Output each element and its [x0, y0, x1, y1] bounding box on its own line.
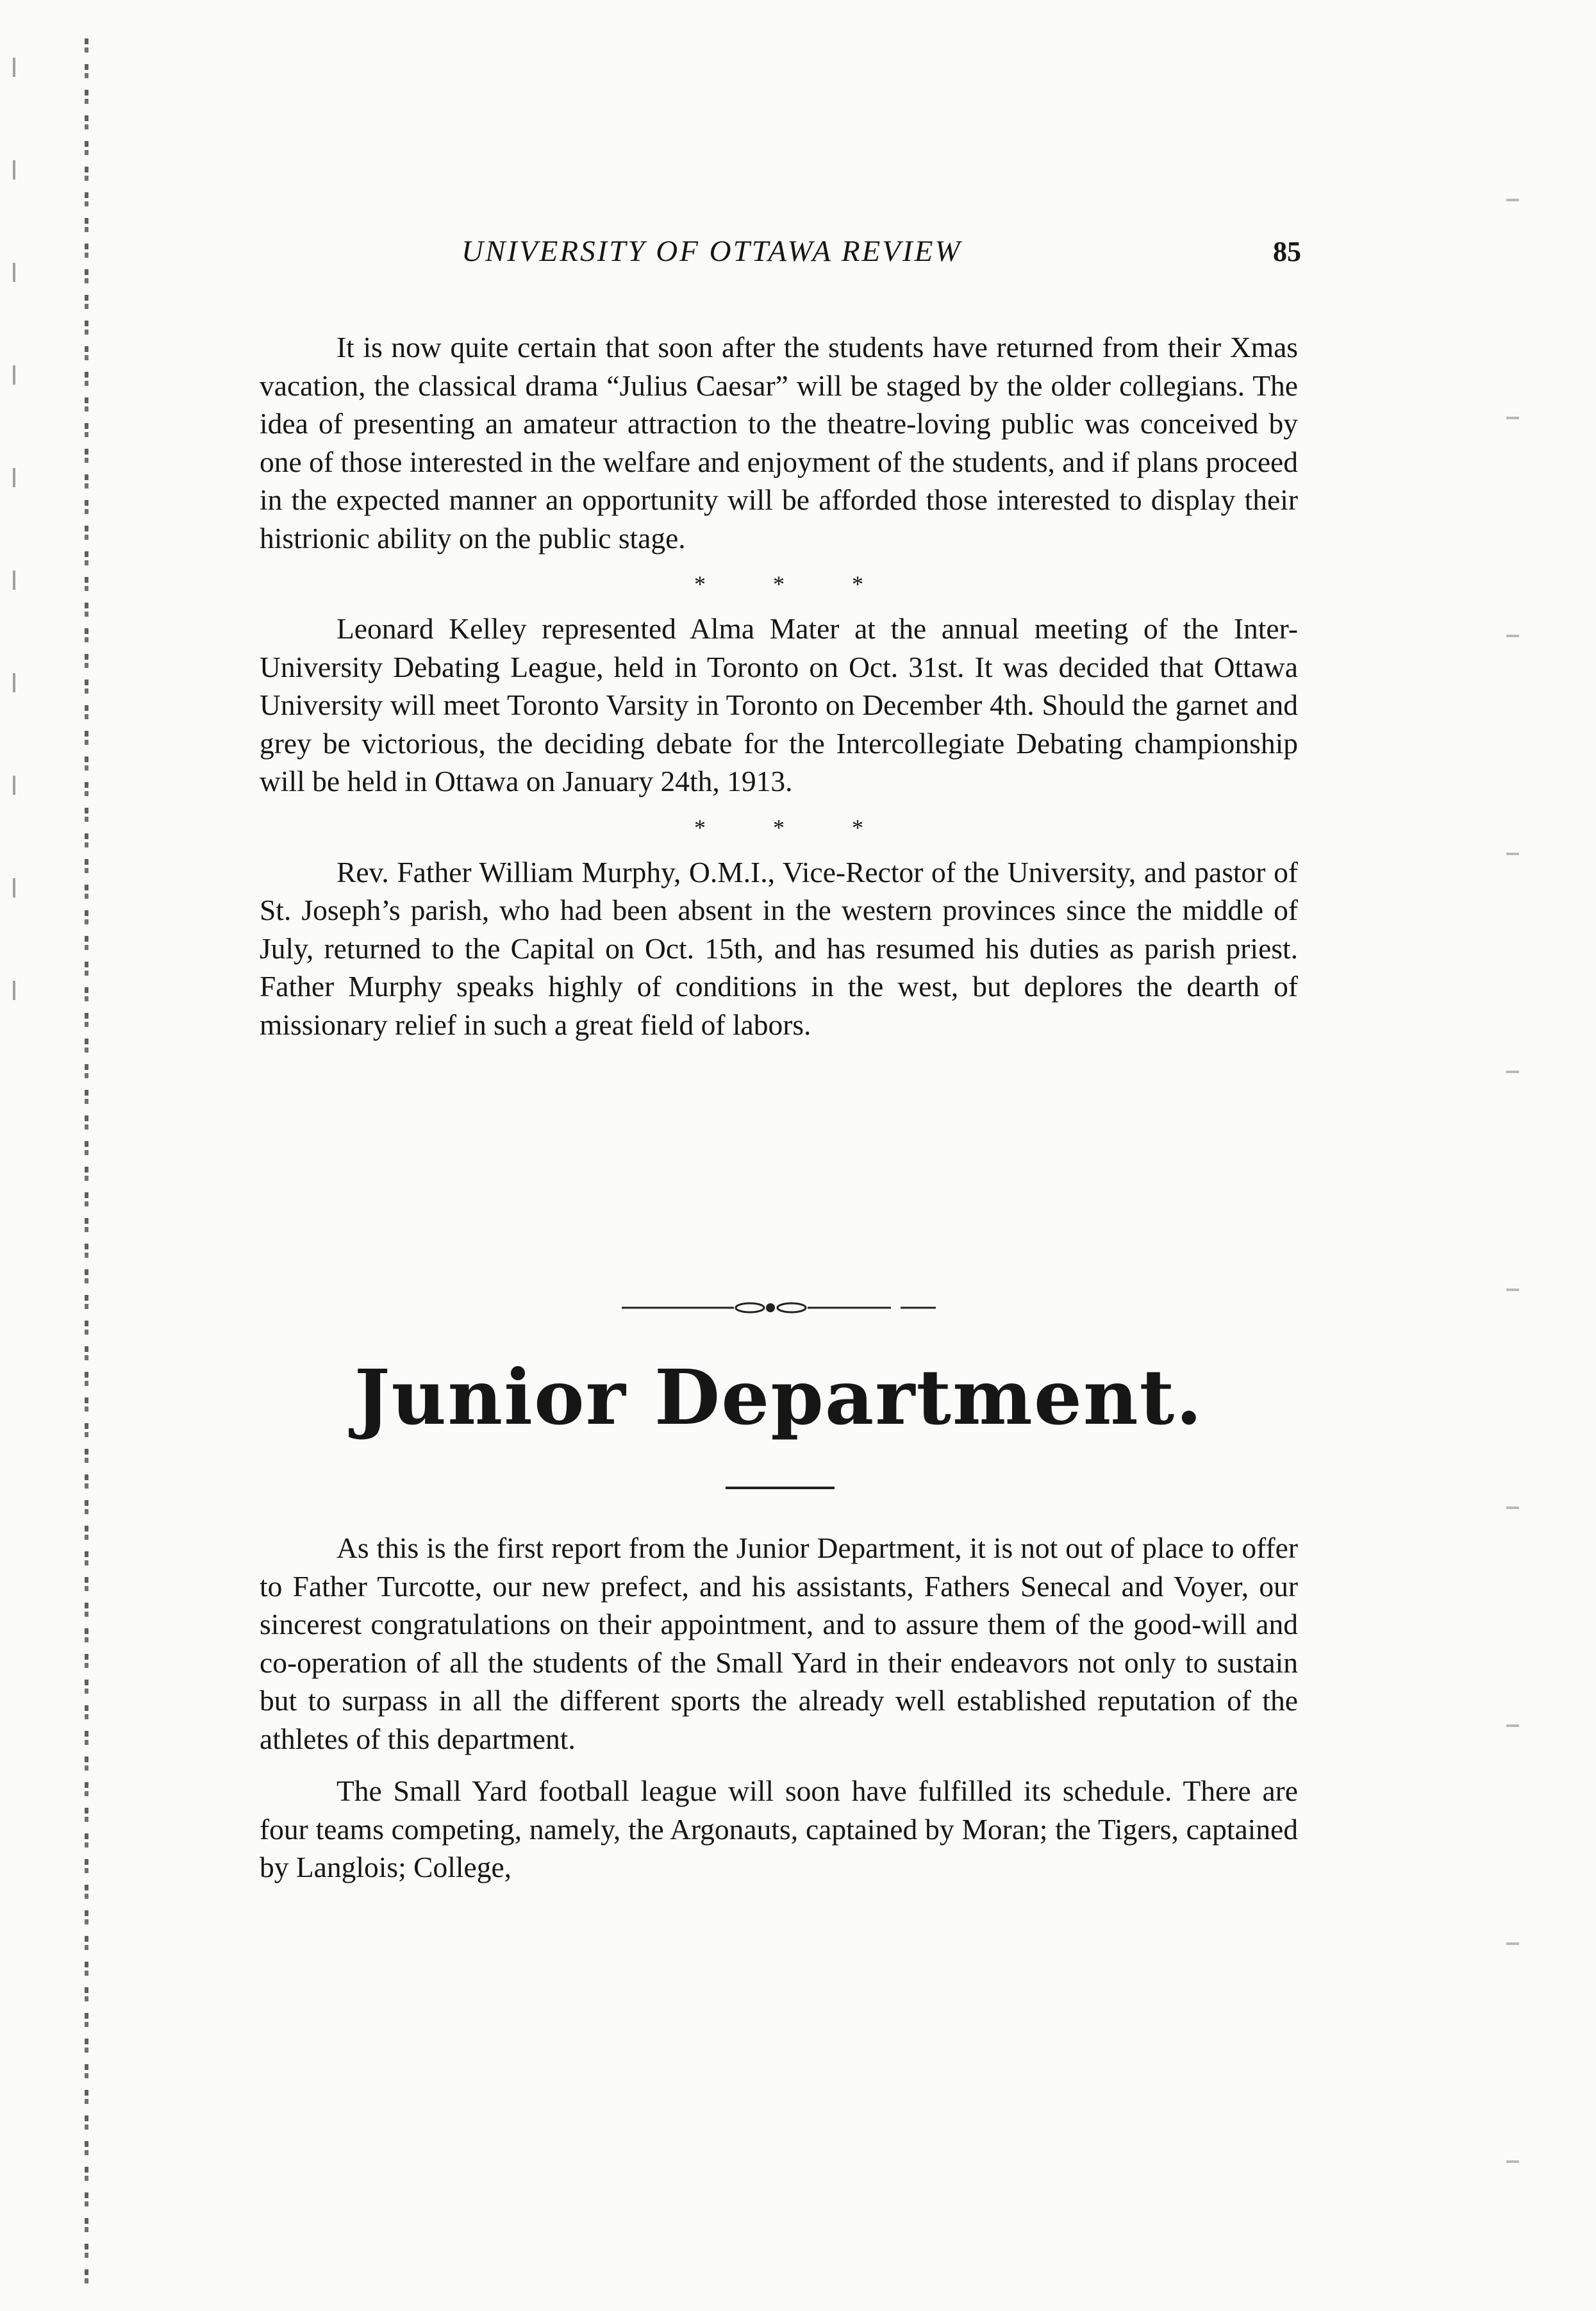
- scan-specks: [1506, 64, 1519, 2244]
- news-section: [260, 328, 1298, 1058]
- junior-department-section: [260, 1529, 1298, 1901]
- ornament-divider: [622, 1301, 936, 1314]
- page-edge-shadow: [13, 58, 15, 1019]
- paragraph-father-murphy: Rev. Father William Murphy, O.M.I., Vice-Rector of the University, and pastor of St. Joseph’s parish, who had been absent in the western provinces since the middle of July, returned to the Capital on Oct. 15th, and has resumed his duties as parish priest. Father Murphy speaks highly of conditions in the west, but deplores the dearth of missionary relief in such a great field of labors.: [260, 855, 1298, 1041]
- page-number: 85: [1273, 236, 1301, 267]
- section-separator: * * *: [694, 814, 894, 840]
- paragraph-first-report: As this is the first report from the Junior Department, it is not out of place to offer to Father Turcotte, our new prefect, and his assistants, Fathers Senecal and Voyer, our sincerest congratulations on their appointment, and to assure them of the good-will and co-operation of all the students of the Small Yard in their endeavors not only to sustain but to surpass in all the different sports the already well established reputation of the athletes of this department.: [260, 1531, 1298, 1755]
- running-header: [461, 234, 1301, 269]
- section-title: Junior Department.: [354, 1353, 1204, 1442]
- binding-edge: [85, 38, 88, 2295]
- journal-title: UNIVERSITY OF OTTAWA REVIEW: [461, 235, 962, 268]
- paragraph-football-league: The Small Yard football league will soon have fulfilled its schedule. There are four teams competing, namely, the Argonauts, captained by Moran; the Tigers, captained by Langlois; College,: [260, 1774, 1298, 1883]
- section-separator: * * *: [694, 571, 894, 597]
- title-underline: [726, 1487, 835, 1489]
- paragraph-julius-caesar: It is now quite certain that soon after the students have returned from their Xmas vacation, the classical drama “Julius Caesar” will be staged by the older collegians. The idea of presenting an amateur attraction to the theatre-loving public was conceived by one of those interested in the welfare and enjoyment of the students, and if plans proceed in the expected manner an opportunity will be afforded those interested to display their histrionic ability on the public stage.: [260, 331, 1298, 555]
- paragraph-debating-league: Leonard Kelley represented Alma Mater at the annual meeting of the Inter-University Debating League, held in Toronto on Oct. 31st. It was decided that Ottawa University will meet Toronto Varsity in Toronto on December 4th. Should the garnet and grey be victorious, the deciding debate for the Intercollegiate Debating championship will be held in Ottawa on January 24th, 1913.: [260, 612, 1298, 797]
